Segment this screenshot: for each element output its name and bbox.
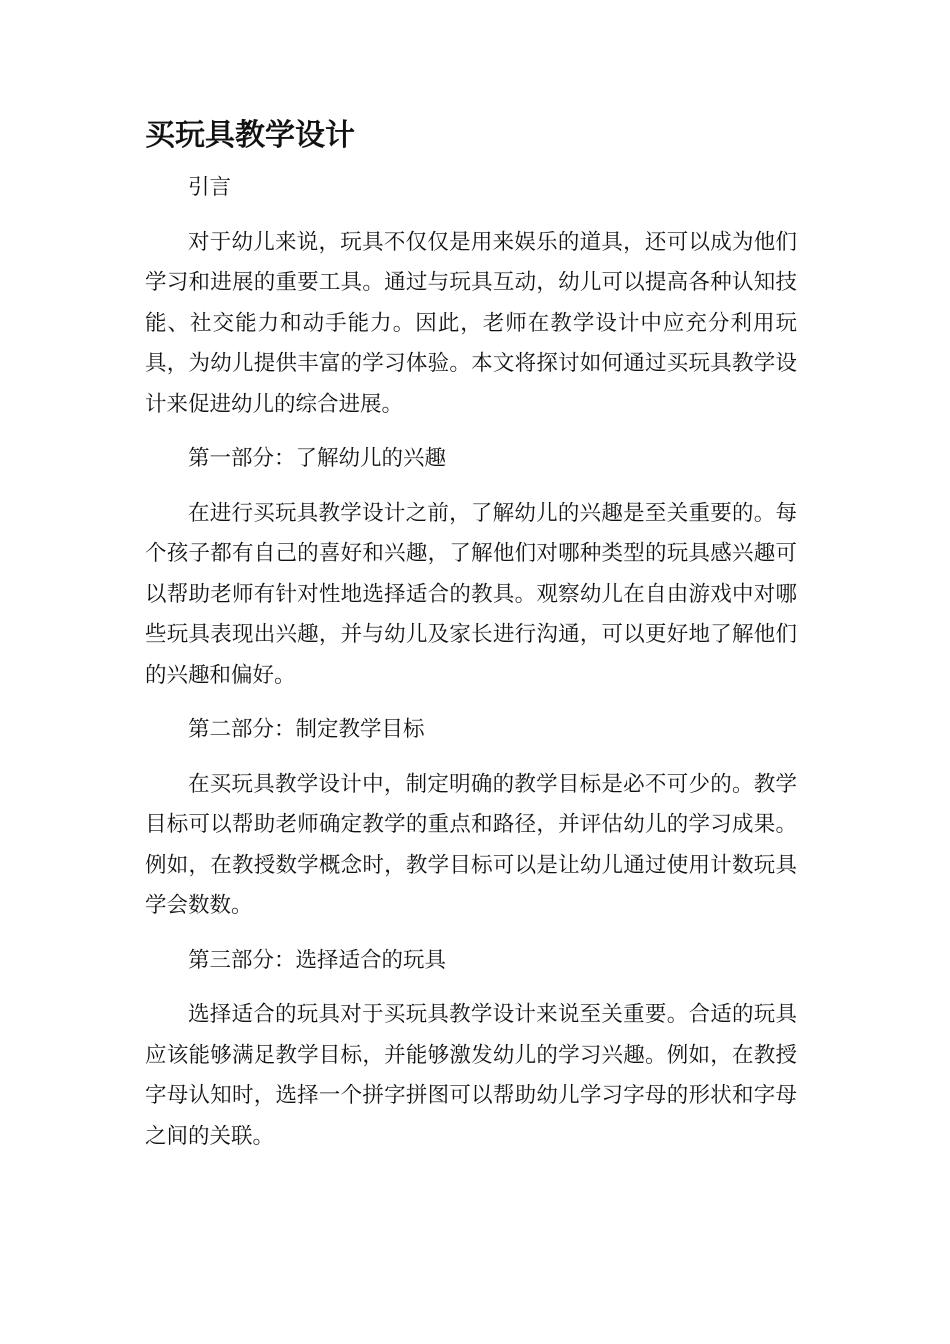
section-introduction: [145, 168, 797, 425]
section-part-one: [145, 439, 797, 696]
document-page: [145, 110, 797, 1171]
section-heading: 引言: [188, 175, 232, 200]
section-part-three: [145, 941, 797, 1158]
section-paragraph: 在进行买玩具教学设计之前，了解幼儿的兴趣是至关重要的。每个孩子都有自己的喜好和兴趣，了解他们对哪种类型的玩具感兴趣可以帮助老师有针对性地选择适合的教具。观察幼儿在自由游戏中对哪些玩具表现出兴趣，并与幼儿及家长进行沟通，可以更好地了解他们的兴趣和偏好。: [145, 500, 797, 688]
section-heading: 第一部分：了解幼儿的兴趣: [188, 446, 447, 471]
section-part-two: [145, 710, 797, 927]
document-title: 买玩具教学设计: [145, 118, 355, 153]
section-heading: 第三部分：选择适合的玩具: [188, 947, 447, 973]
section-paragraph: 选择适合的玩具对于买玩具教学设计来说至关重要。合适的玩具应该能够满足教学目标，并能够激发幼儿的学习兴趣。例如，在教授字母认知时，选择一个拼字拼图可以帮助幼儿学习字母的形状和字母之间的关联。: [145, 1002, 797, 1149]
section-paragraph: 在买玩具教学设计中，制定明确的教学目标是必不可少的。教学目标可以帮助老师确定教学的重点和路径，并评估幼儿的学习成果。例如，在教授数学概念时，教学目标可以是让幼儿通过使用计数玩具学会数数。: [145, 771, 797, 918]
section-paragraph: 对于幼儿来说，玩具不仅仅是用来娱乐的道具，还可以成为他们学习和进展的重要工具。通过与玩具互动，幼儿可以提高各种认知技能、社交能力和动手能力。因此，老师在教学设计中应充分利用玩具，为幼儿提供丰富的学习体验。本文将探讨如何通过买玩具教学设计来促进幼儿的综合进展。: [145, 229, 797, 417]
section-heading: 第二部分：制定教学目标: [188, 717, 425, 742]
